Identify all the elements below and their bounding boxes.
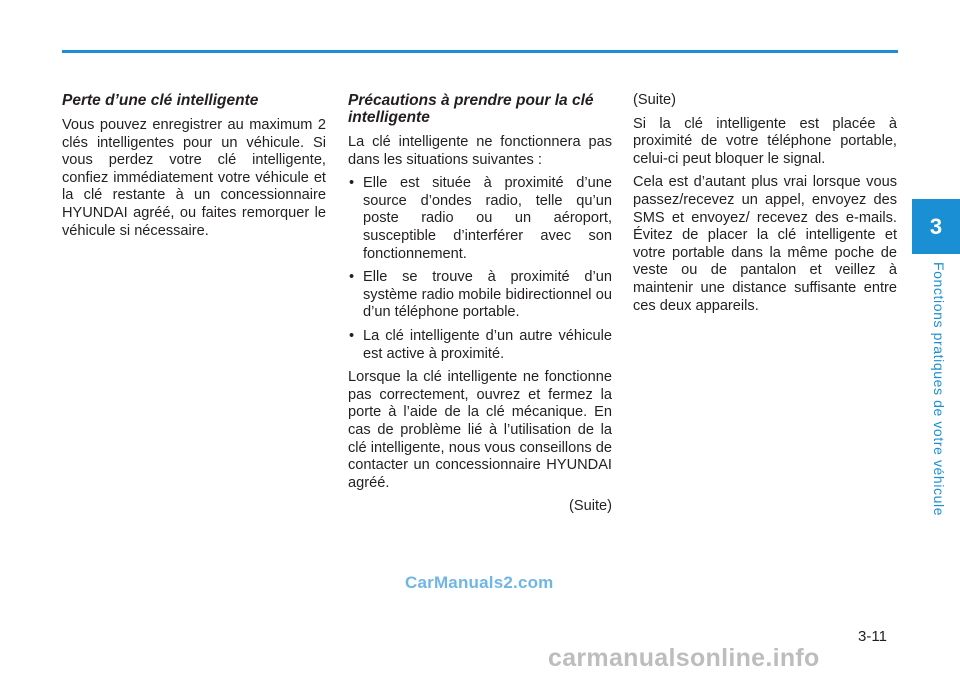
continued-label: (Suite) xyxy=(633,92,676,108)
list-item: • Elle est située à proximité d’une source d’ondes radio, telle qu’un poste radio ou un aéroport, susceptible d’interférer avec son fonctionnement. xyxy=(348,175,612,263)
continued-label: (Suite) xyxy=(569,498,612,515)
phone-paragraph: Si la clé intelligente est placée à proximité de votre téléphone portable, celui-ci peut bloquer le signal. xyxy=(633,115,897,167)
lost-key-paragraph: Vous pouvez enregistrer au maximum 2 clés intelligentes pour un véhicule. Si vous perdez votre clé intelligente, confiez immédiatement votre véhicule et la clé restante à un concessionnaire HYUNDAI agréé, ou faites remorquer le véhicule si nécessaire. xyxy=(62,117,326,239)
list-item: • Elle se trouve à proximité d’un système radio mobile bidirectionnel ou d’un téléphone portable. xyxy=(348,269,612,322)
section-heading-precautions: Précautions à prendre pour la clé intelligente xyxy=(348,92,594,126)
chapter-title: Fonctions pratiques de votre véhicule xyxy=(931,262,947,517)
column-2 xyxy=(348,92,612,522)
watermark-carmanuals2: CarManuals2.com xyxy=(405,573,554,592)
watermark-carmanualsonline: carmanualsonline.info xyxy=(548,644,820,672)
chapter-number-tab: 3 xyxy=(912,199,960,254)
phone-call-paragraph: Cela est d’autant plus vrai lorsque vous passez/recevez un appel, envoyez des SMS et envoyez/ recevez des e-mails. Évitez de placer la clé intelligente et votre portable dans la même poche de veste ou de pantalon et veillez à maintenir une distance suffisante entre ces deux appareils. xyxy=(633,174,897,314)
column-1 xyxy=(62,92,326,246)
precautions-list xyxy=(348,175,612,363)
column-3 xyxy=(633,92,897,321)
section-heading-lost-key: Perte d’une clé intelligente xyxy=(62,92,259,109)
page-number: 3-11 xyxy=(858,628,887,645)
precautions-intro: La clé intelligente ne fonctionnera pas dans les situations suivantes : xyxy=(348,134,612,168)
precautions-paragraph: Lorsque la clé intelligente ne fonctionne pas correctement, ouvrez et fermez la porte à l’aide de la clé mécanique. En cas de problème lié à l’utilisation de la clé intelligente, nous vous conseillons de contacter un concessionnaire HYUNDAI agréé. xyxy=(348,369,612,491)
header-rule xyxy=(62,50,898,53)
list-item: • La clé intelligente d’un autre véhicule est active à proximité. xyxy=(348,328,612,363)
